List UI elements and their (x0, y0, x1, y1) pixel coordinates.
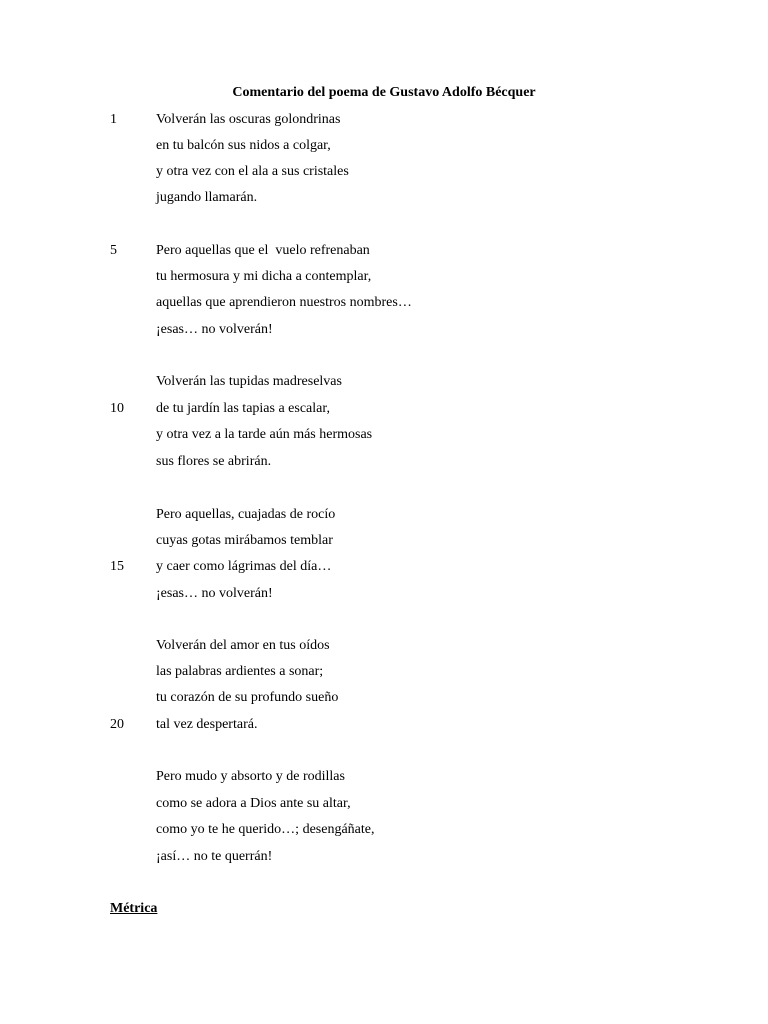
line-number: 1 (110, 112, 117, 127)
verse-text: Volverán las tupidas madreselvas (156, 374, 342, 389)
verse-text: de tu jardín las tapias a escalar, (156, 401, 330, 416)
poem-line (0, 452, 768, 472)
line-number: 15 (110, 559, 124, 574)
verse-text: como se adora a Dios ante su altar, (156, 796, 351, 811)
poem-line (0, 320, 768, 340)
poem-line (0, 505, 768, 525)
verse-text: jugando llamarán. (156, 190, 258, 205)
verse-text: en tu balcón sus nidos a colgar, (156, 138, 331, 153)
verse-text: Volverán las oscuras golondrinas (156, 112, 341, 127)
poem-line (0, 847, 768, 867)
verse-text: Pero mudo y absorto y de rodillas (156, 769, 345, 784)
verse-text: Pero aquellas que el vuelo refrenaban (156, 243, 370, 258)
poem-line (0, 557, 768, 577)
poem-line (0, 794, 768, 814)
poem-line (0, 425, 768, 445)
verse-text: sus flores se abrirán. (156, 454, 272, 469)
line-number: 20 (110, 717, 124, 732)
poem-line (0, 399, 768, 419)
poem-line (0, 372, 768, 392)
verse-text: Volverán del amor en tus oídos (156, 638, 330, 653)
poem-line (0, 715, 768, 735)
verse-text: ¡así… no te querrán! (156, 849, 273, 864)
verse-text: Pero aquellas, cuajadas de rocío (156, 507, 336, 522)
poem-line (0, 820, 768, 840)
poem-line (0, 136, 768, 156)
verse-text: tu hermosura y mi dicha a contemplar, (156, 269, 372, 284)
line-number: 5 (110, 243, 117, 258)
verse-text: y otra vez a la tarde aún más hermosas (156, 427, 373, 442)
poem-line (0, 188, 768, 208)
line-number: 10 (110, 401, 124, 416)
poem-line (0, 767, 768, 787)
poem-line (0, 293, 768, 313)
verse-text: ¡esas… no volverán! (156, 586, 273, 601)
poem-line (0, 662, 768, 682)
poem-line (0, 267, 768, 287)
verse-text: ¡esas… no volverán! (156, 322, 273, 337)
poem-line (0, 162, 768, 182)
poem-line (0, 241, 768, 261)
poem-line (0, 688, 768, 708)
poem-line (0, 110, 768, 130)
section-heading-metrica: Métrica (110, 901, 158, 916)
verse-text: tal vez despertará. (156, 717, 258, 732)
verse-text: aquellas que aprendieron nuestros nombres… (156, 295, 412, 310)
verse-text: las palabras ardientes a sonar; (156, 664, 324, 679)
verse-text: como yo te he querido…; desengáñate, (156, 822, 375, 837)
poem-line (0, 636, 768, 656)
poem-line (0, 531, 768, 551)
verse-text: tu corazón de su profundo sueño (156, 690, 339, 705)
document-title: Comentario del poema de Gustavo Adolfo Bécquer (232, 85, 536, 100)
verse-text: cuyas gotas mirábamos temblar (156, 533, 333, 548)
poem-line (0, 584, 768, 604)
verse-text: y caer como lágrimas del día… (156, 559, 332, 574)
verse-text: y otra vez con el ala a sus cristales (156, 164, 349, 179)
